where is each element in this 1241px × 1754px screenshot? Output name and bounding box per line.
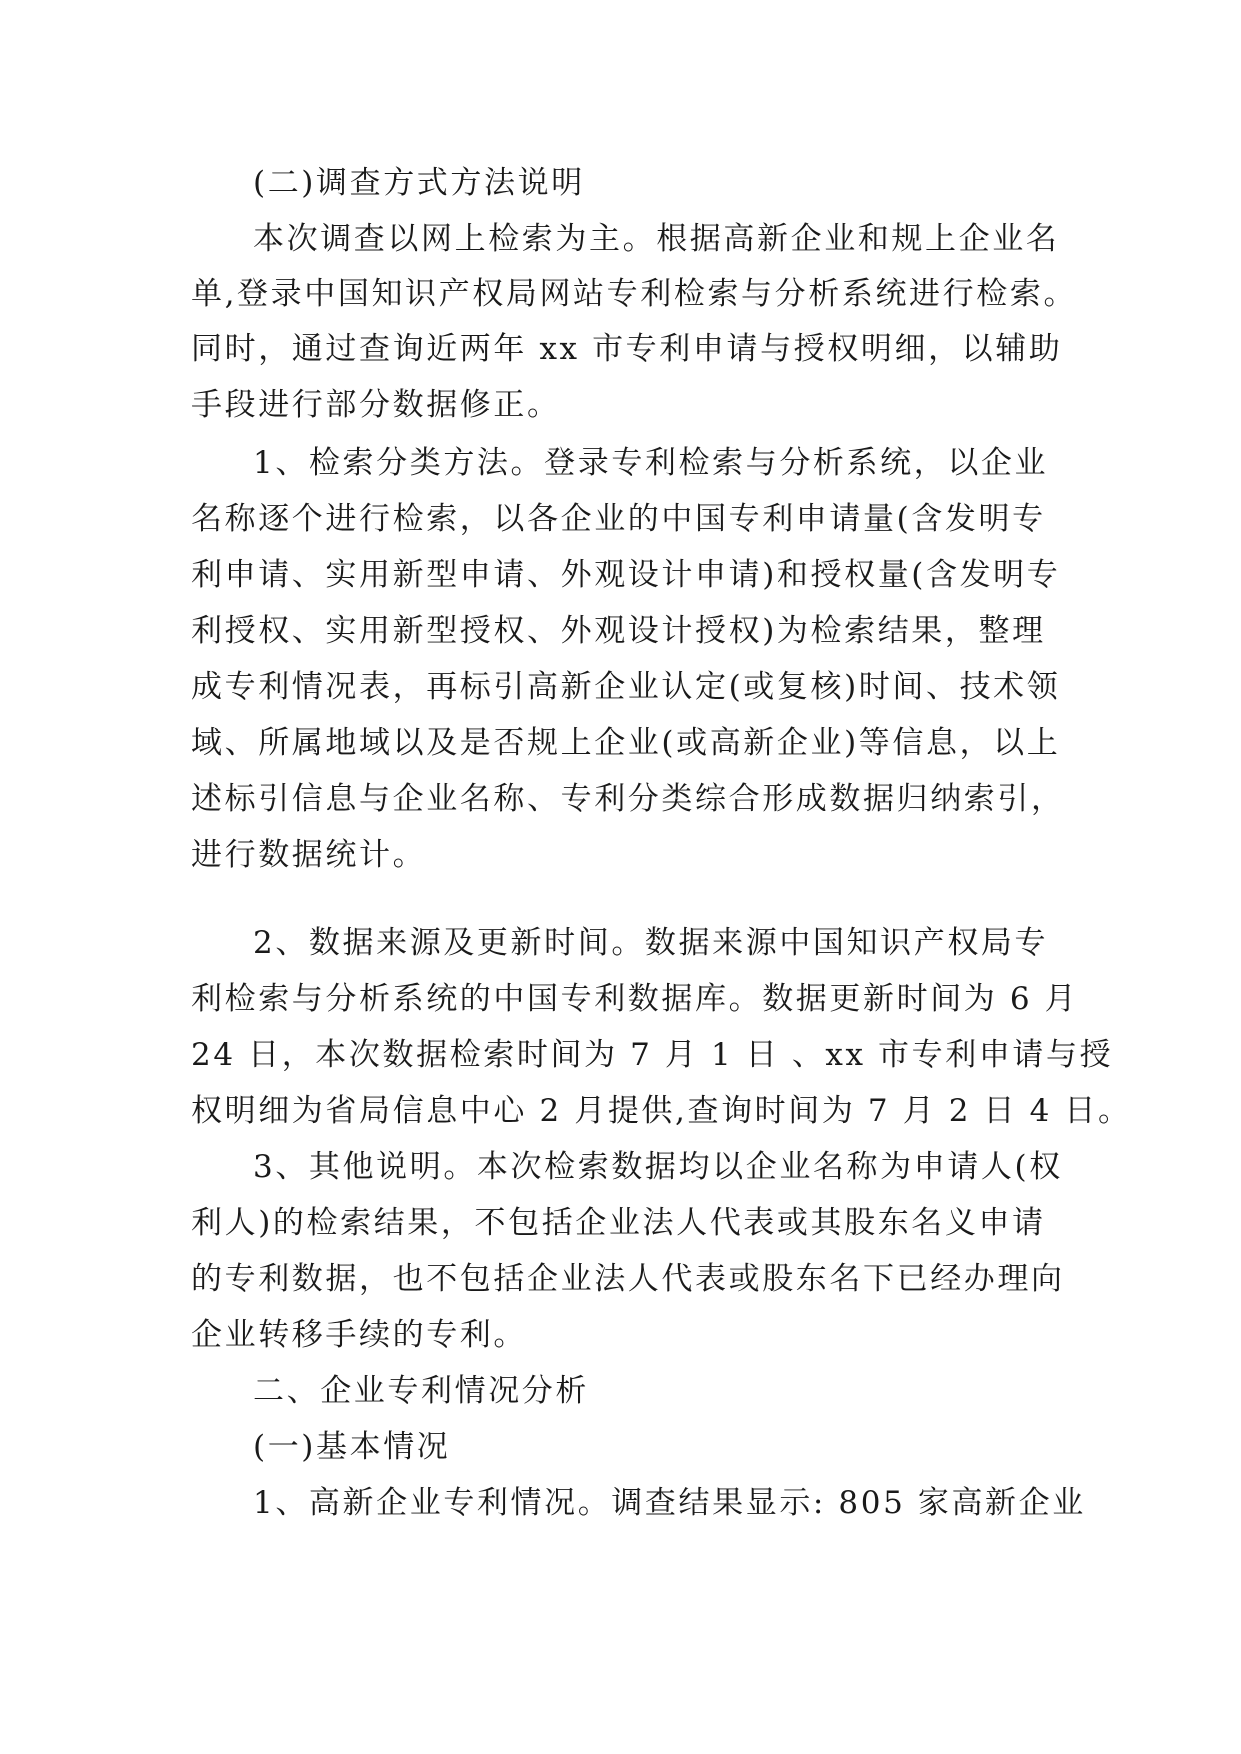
paragraph-line: 利检索与分析系统的中国专利数据库。数据更新时间为 6 月 (191, 981, 1079, 1017)
paragraph-line: 同时，通过查询近两年 xx 市专利申请与授权明细，以辅助 (191, 331, 1063, 367)
paragraph-line: 手段进行部分数据修正。 (191, 387, 561, 423)
paragraph-line: 名称逐个进行检索，以各企业的中国专利申请量(含发明专 (191, 501, 1046, 537)
paragraph-line: 利授权、实用新型授权、外观设计授权)为检索结果，整理 (191, 613, 1046, 649)
paragraph-line: 述标引信息与企业名称、专利分类综合形成数据归纳索引， (191, 781, 1065, 817)
paragraph-line: 成专利情况表，再标引高新企业认定(或复核)时间、技术领 (191, 669, 1061, 705)
paragraph-line: 3、其他说明。本次检索数据均以企业名称为申请人(权 (253, 1149, 1063, 1185)
paragraph-line: 2、数据来源及更新时间。数据来源中国知识产权局专 (253, 925, 1049, 961)
paragraph-line: 权明细为省局信息中心 2 月提供,查询时间为 7 月 2 日 4 日。 (191, 1093, 1132, 1129)
paragraph-line: 利申请、实用新型申请、外观设计申请)和授权量(含发明专 (191, 557, 1061, 593)
paragraph-line: 利人)的检索结果，不包括企业法人代表或其股东名义申请 (191, 1205, 1046, 1241)
paragraph-line: 1、检索分类方法。登录专利检索与分析系统，以企业 (253, 445, 1049, 481)
paragraph-line: 企业转移手续的专利。 (191, 1317, 527, 1353)
paragraph-line: 24 日，本次数据检索时间为 7 月 1 日 、xx 市专利申请与授 (191, 1037, 1114, 1073)
paragraph-line: 进行数据统计。 (191, 837, 427, 873)
paragraph-line: 的专利数据，也不包括企业法人代表或股东名下已经办理向 (191, 1261, 1065, 1297)
paragraph-line: 1、高新企业专利情况。调查结果显示: 805 家高新企业 (253, 1485, 1086, 1521)
subsection-heading-basic-situation: (一)基本情况 (253, 1429, 451, 1465)
section-heading-survey-method: (二)调查方式方法说明 (253, 165, 585, 201)
paragraph-line: 域、所属地域以及是否规上企业(或高新企业)等信息，以上 (191, 725, 1061, 761)
paragraph-line: 本次调查以网上检索为主。根据高新企业和规上企业名 (253, 221, 1060, 257)
section-heading-patent-analysis: 二、企业专利情况分析 (253, 1373, 589, 1409)
paragraph-line: 单,登录中国知识产权局网站专利检索与分析系统进行检索。 (191, 276, 1078, 312)
